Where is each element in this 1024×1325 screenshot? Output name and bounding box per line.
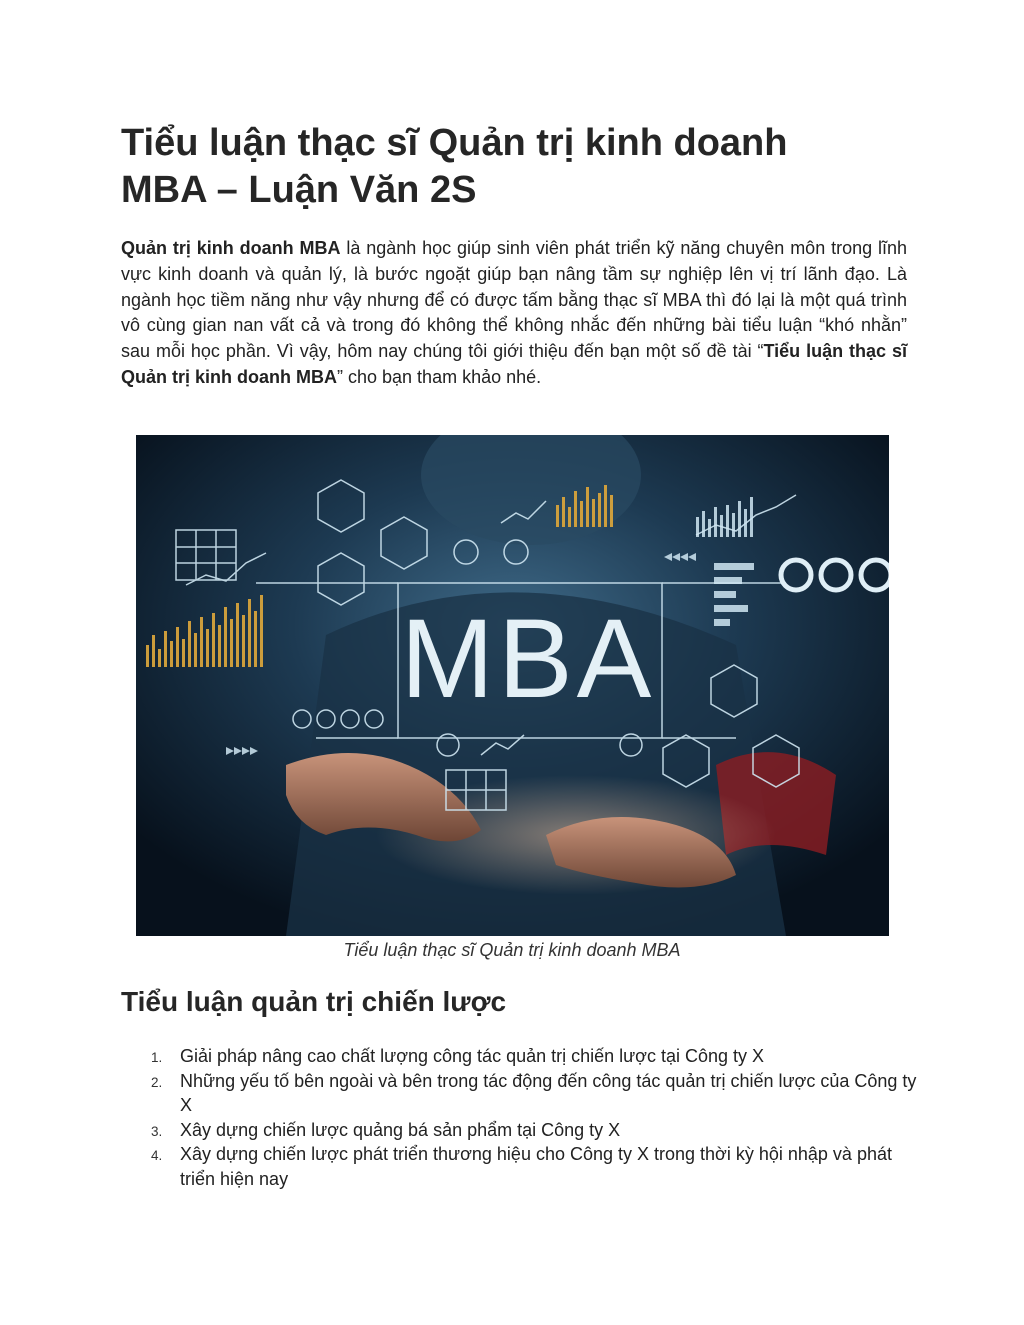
intro-paragraph: [121, 236, 907, 391]
intro-text-1: là ngành học giúp sinh viên phát triển kỹ năng chuyên môn trong lĩnh vực kinh doanh và quản lý, là bước ngoặt giúp bạn nâng tầm sự nghiệp lên vị trí lãnh đạo. Là ngành học tiềm năng như vậy nhưng để có được tấm bằng thạc sĩ MBA thì đó lại là một quá trình vô cùng gian nan vất cả và trong đó không thể không nhắc đến những bài tiểu luận “khó nhằn” sau mỗi học phần. Vì vậy, hôm nay chúng tôi giới thiệu đến bạn một số đề tài “: [121, 238, 907, 362]
title-line-1: Tiểu luận thạc sĩ Quản trị kinh doanh: [121, 122, 788, 164]
intro-bold-lead: Quản trị kinh doanh MBA: [121, 238, 341, 258]
list-item-number: 1.: [151, 1050, 163, 1065]
list-item: [121, 1044, 921, 1069]
title-line-2: MBA – Luận Văn 2S: [121, 169, 477, 211]
figure-headline: MBA: [400, 596, 656, 721]
list-item-number: 3.: [151, 1123, 163, 1139]
list-item-text: Xây dựng chiến lược quảng bá sản phẩm tại Công ty X: [180, 1119, 621, 1140]
intro-bold-topic: Tiểu luận thạc sĩ Quản trị kinh doanh MBA: [121, 341, 907, 387]
list-item: [121, 1069, 921, 1118]
list-item-number: 4.: [151, 1148, 163, 1163]
list-item: [121, 1142, 921, 1191]
section-heading: Tiểu luận quản trị chiến lược: [121, 986, 507, 1017]
list-item: [121, 1118, 921, 1143]
page-title: [121, 120, 921, 214]
figure-caption: Tiểu luận thạc sĩ Quản trị kinh doanh MBA: [343, 940, 681, 960]
topic-list: [121, 1044, 921, 1191]
intro-text-2: ” cho bạn tham khảo nhé.: [337, 366, 542, 387]
list-item-text: Những yếu tố bên ngoài và bên trong tác động đến công tác quản trị chiến lược của Công ty X: [180, 1070, 917, 1115]
mba-illustration: [136, 435, 889, 936]
list-item-text: Xây dựng chiến lược phát triển thương hiệu cho Công ty X trong thời kỳ hội nhập và phát triển hiện nay: [180, 1144, 892, 1189]
list-item-number: 2.: [151, 1074, 163, 1090]
list-item-text: Giải pháp nâng cao chất lượng công tác quản trị chiến lược tại Công ty X: [180, 1046, 765, 1066]
